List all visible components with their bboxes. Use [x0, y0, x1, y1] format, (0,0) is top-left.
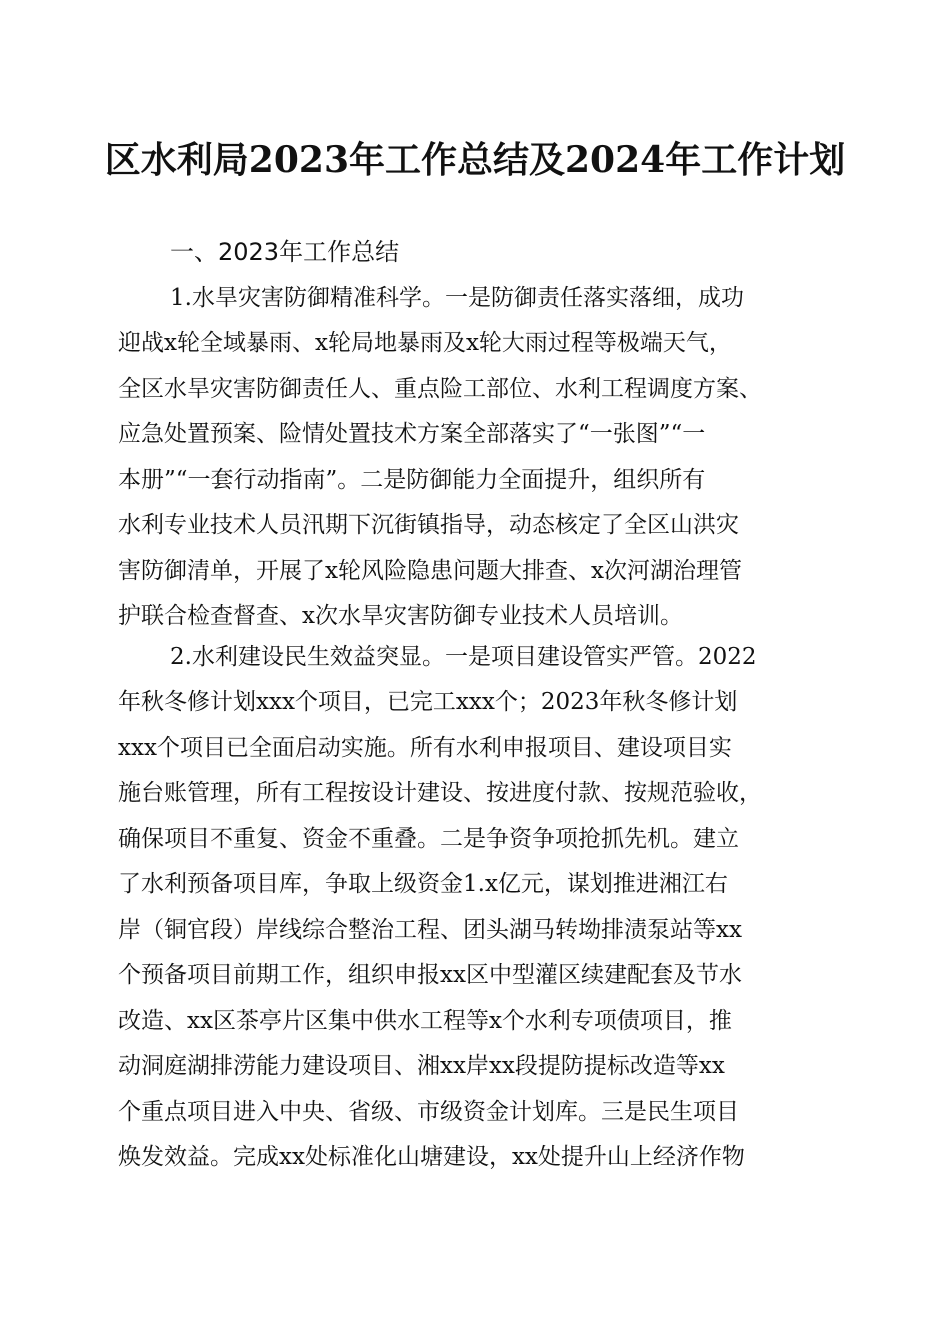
- paragraph-line: 水利专业技术人员汛期下沉街镇指导，动态核定了全区山洪灾: [118, 512, 739, 539]
- paragraph-line: 应急处置预案、险情处置技术方案全部落实了“一张图”“一: [118, 421, 706, 448]
- paragraph-line: 个重点项目进入中央、省级、市级资金计划库。三是民生项目: [118, 1098, 739, 1125]
- paragraph-line: 护联合检查督查、x次水旱灾害防御专业技术人员培训。: [118, 603, 683, 630]
- paragraph-2: [118, 634, 838, 1180]
- paragraph-line: 个预备项目前期工作，组织申报xx区中型灌区续建配套及节水: [118, 962, 742, 989]
- paragraph-line: 1.水旱灾害防御精准科学。一是防御责任落实落细，成功: [170, 284, 744, 311]
- paragraph-line: 本册”“一套行动指南”。二是防御能力全面提升，组织所有: [118, 466, 706, 493]
- paragraph-line: 施台账管理，所有工程按设计建设、按进度付款、按规范验收，: [118, 780, 762, 807]
- paragraph-line: 2.水利建设民生效益突显。一是项目建设管实严管。2022: [170, 643, 757, 670]
- paragraph-line: 迎战x轮全域暴雨、x轮局地暴雨及x轮大雨过程等极端天气，: [118, 330, 732, 357]
- paragraph-line: 全区水旱灾害防御责任人、重点险工部位、水利工程调度方案、: [118, 375, 762, 402]
- section-heading: 一、2023年工作总结: [170, 238, 400, 266]
- paragraph-line: 了水利预备项目库，争取上级资金1.x亿元，谋划推进湘江右: [118, 871, 728, 898]
- document-title: 区水利局2023年工作总结及2024年工作计划: [104, 139, 846, 181]
- paragraph-line: 改造、xx区茶亭片区集中供水工程等x个水利专项债项目，推: [118, 1007, 732, 1034]
- paragraph-line: xxx个项目已全面启动实施。所有水利申报项目、建设项目实: [118, 734, 732, 761]
- paragraph-line: 确保项目不重复、资金不重叠。二是争资争项抢抓先机。建立: [118, 825, 739, 852]
- paragraph-line: 焕发效益。完成xx处标准化山塘建设，xx处提升山上经济作物: [118, 1144, 745, 1171]
- paragraph-line: 害防御清单，开展了x轮风险隐患问题大排查、x次河湖治理管: [118, 557, 742, 584]
- paragraph-line: 动洞庭湖排涝能力建设项目、湘xx岸xx段提防提标改造等xx: [118, 1053, 725, 1080]
- paragraph-line: 岸（铜官段）岸线综合整治工程、团头湖马转坳排渍泵站等xx: [118, 916, 742, 943]
- paragraph-line: 年秋冬修计划xxx个项目，已完工xxx个；2023年秋冬修计划: [118, 689, 738, 716]
- paragraph-1: [118, 275, 838, 639]
